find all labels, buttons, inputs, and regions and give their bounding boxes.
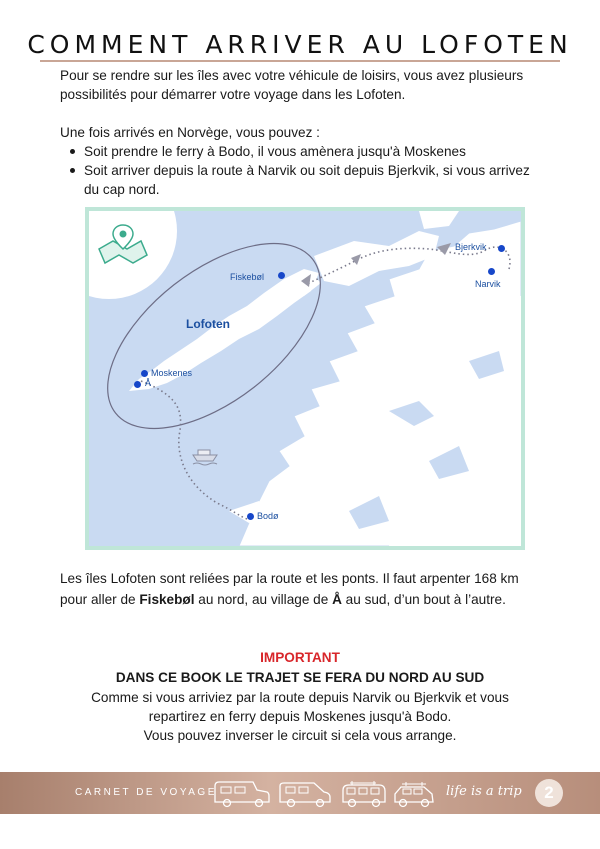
intro-paragraph: Pour se rendre sur les îles avec votre véhicule de loisirs, vous avez plusieurs possibilités pour démarrer votre voyage dans les Lofoten. xyxy=(60,68,524,102)
place-south: Å xyxy=(332,592,342,607)
route-map xyxy=(85,207,525,550)
vintage-van-icon xyxy=(340,780,388,808)
list-item: Soit prendre le ferry à Bodo, il vous amènera jusqu'à Moskenes xyxy=(84,142,540,161)
important-line: Vous pouvez inverser le circuit si cela vous arrange. xyxy=(143,728,457,743)
options-list xyxy=(60,142,540,199)
intro-text xyxy=(60,66,540,199)
ferry-route xyxy=(141,381,247,519)
camper-van-icon xyxy=(213,780,271,808)
important-body xyxy=(0,688,600,745)
intro-lead: Une fois arrivés en Norvège, vous pouvez : xyxy=(60,125,320,140)
distance-text: au nord, au village de xyxy=(194,592,333,607)
label-bodo: Bodø xyxy=(257,511,279,521)
map-graphic xyxy=(89,211,521,546)
page-number: 2 xyxy=(535,779,563,807)
marker-narvik xyxy=(488,268,495,275)
page-title: COMMENT ARRIVER AU LOFOTEN xyxy=(27,30,573,59)
important-line: repartirez en ferry depuis Moskenes jusqu'à Bodo. xyxy=(148,709,452,724)
label-bjerkvik: Bjerkvik xyxy=(455,242,487,252)
label-fiskebol: Fiskebøl xyxy=(230,272,265,282)
marker-bjerkvik xyxy=(498,245,505,252)
marker-fiskebol xyxy=(278,272,285,279)
footer-slogan: life is a trip xyxy=(446,784,522,799)
important-heading: DANS CE BOOK LE TRAJET SE FERA DU NORD AU SUD xyxy=(115,670,485,685)
marker-a xyxy=(134,381,141,388)
suv-icon xyxy=(392,780,436,808)
title-divider xyxy=(40,60,560,62)
marker-bodo xyxy=(247,513,254,520)
place-north: Fiskebøl xyxy=(139,592,195,607)
distance-text: au sud, d’un bout à l’autre. xyxy=(341,592,506,607)
important-line: Comme si vous arriviez par la route depuis Narvik ou Bjerkvik et vous xyxy=(91,690,509,705)
ferry-icon xyxy=(193,450,217,465)
footer-label: CARNET DE VOYAGE xyxy=(75,787,217,798)
marker-moskenes xyxy=(141,370,148,377)
list-item: Soit arriver depuis la route à Narvik ou soit depuis Bjerkvik, si vous arrivez du cap nord. xyxy=(84,161,540,199)
label-moskenes: Moskenes xyxy=(151,368,193,378)
label-a: Å xyxy=(145,378,152,388)
important-label: IMPORTANT xyxy=(260,650,340,665)
distance-text: Les îles Lofoten sont reliées par la route et les ponts. Il faut arpenter 168 km pour aller de xyxy=(60,571,519,607)
van-icon xyxy=(278,780,332,808)
region-label: Lofoten xyxy=(186,317,230,331)
label-narvik: Narvik xyxy=(475,279,501,289)
distance-paragraph xyxy=(60,568,540,610)
